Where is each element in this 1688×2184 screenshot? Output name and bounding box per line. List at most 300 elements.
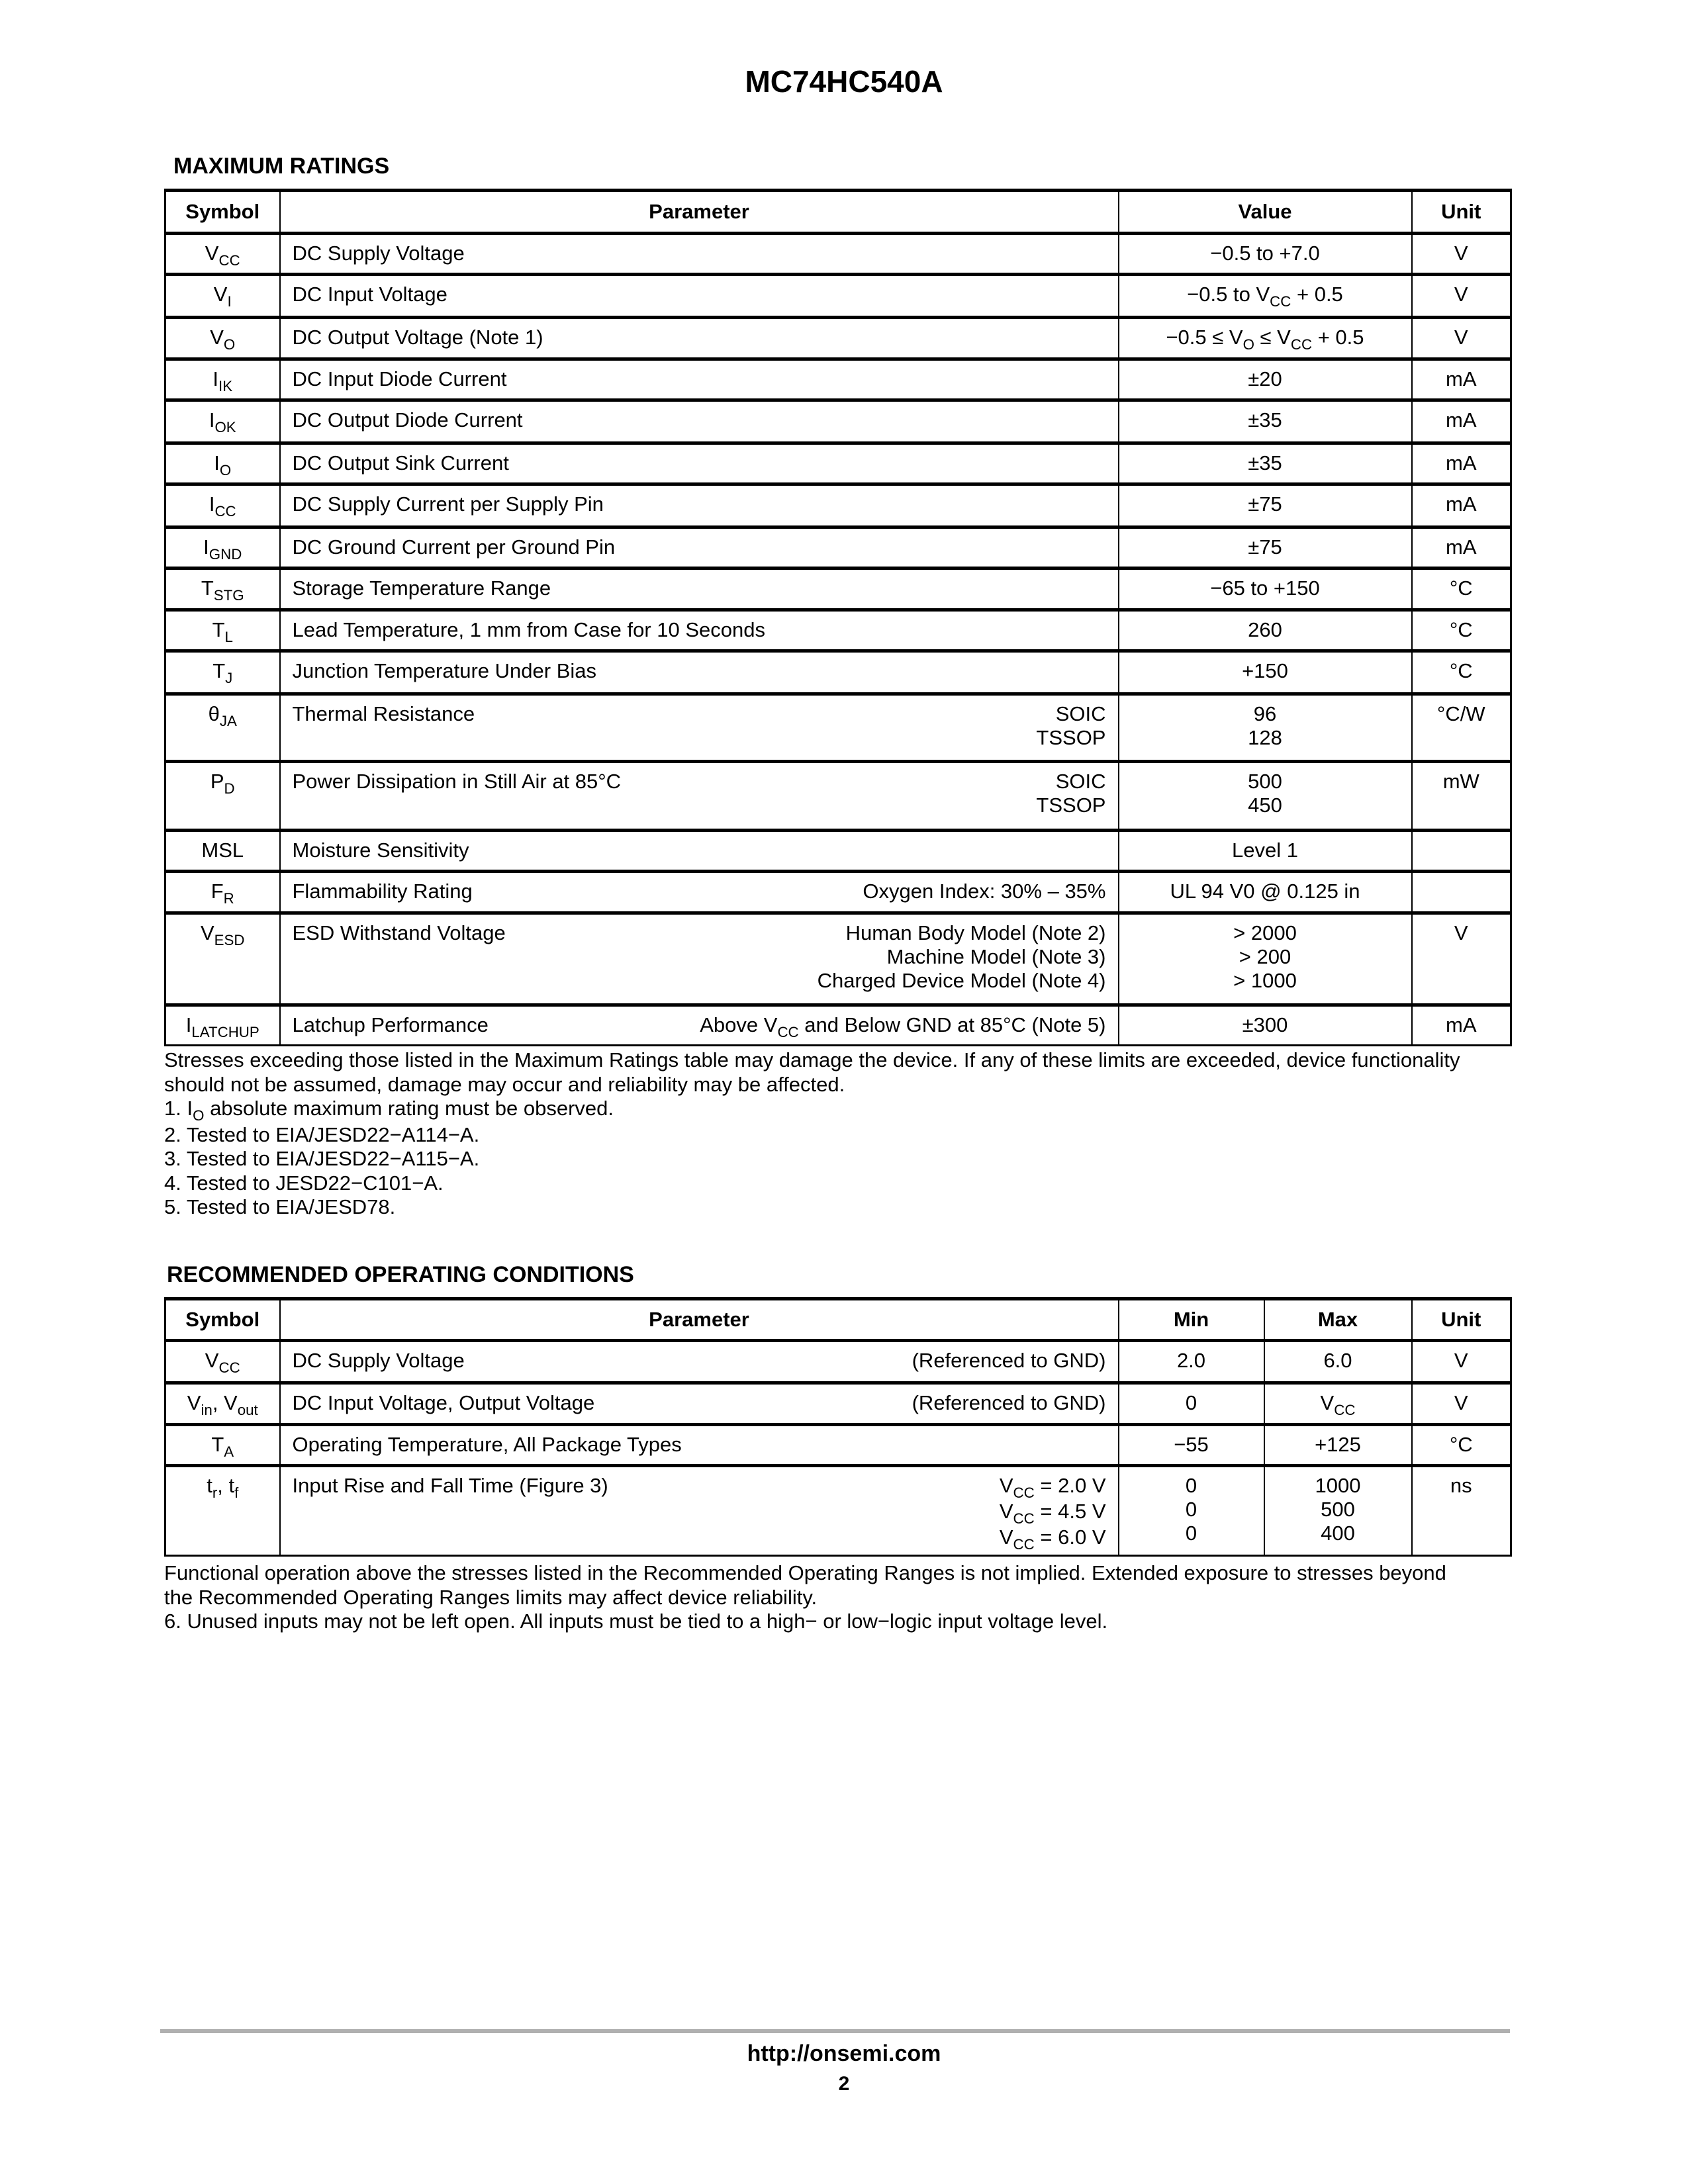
note-line <box>164 1048 1515 1073</box>
parameter-cell <box>280 1466 1119 1556</box>
cell-line: (Referenced to GND) <box>912 1349 1106 1372</box>
parameter-wrap <box>293 535 1106 559</box>
unit-cell: °C/W <box>1412 694 1511 762</box>
unit-cell: mW <box>1412 762 1511 831</box>
unit-cell: V <box>1412 318 1511 359</box>
text-run: V <box>999 1500 1013 1523</box>
text-run: and Below GND at 85°C (Note 5) <box>798 1013 1106 1036</box>
unit-cell: °C <box>1412 569 1511 610</box>
text-run: = 2.0 V <box>1034 1474 1106 1497</box>
symbol-cell <box>165 275 280 318</box>
cell-line: Charged Device Model (Note 4) <box>817 969 1106 992</box>
parameter-condition <box>1036 702 1105 750</box>
text-run: absolute maximum rating must be observed. <box>204 1097 614 1120</box>
subscript: IK <box>218 377 233 394</box>
parameter-cell <box>280 762 1119 831</box>
subscript: CC <box>1013 1484 1035 1501</box>
parameter-label: ESD Withstand Voltage <box>292 921 506 944</box>
text-run: V <box>1320 1391 1335 1414</box>
cell-line: +125 <box>1315 1433 1361 1456</box>
value-cell <box>1119 913 1412 1005</box>
cell-line: 500 <box>1248 770 1282 793</box>
cell-line: 260 <box>1248 618 1282 641</box>
parameter-label: Operating Temperature, All Package Types <box>292 1433 682 1456</box>
cell-line: ±300 <box>1242 1013 1288 1036</box>
table-row <box>165 400 1511 443</box>
parameter-label: Lead Temperature, 1 mm from Case for 10 Seconds <box>292 618 765 641</box>
document-title: MC74HC540A <box>745 64 943 99</box>
cell-line: ±35 <box>1248 408 1282 432</box>
subscript: D <box>224 780 235 797</box>
value-cell <box>1119 762 1412 831</box>
parameter-condition <box>912 1391 1106 1415</box>
parameter-wrap <box>293 839 1106 862</box>
cell-line <box>1131 326 1399 351</box>
note-line <box>164 1073 1515 1097</box>
unit-cell: mA <box>1412 443 1511 484</box>
symbol-cell <box>165 1466 280 1556</box>
cell-line: 0 <box>1185 1522 1197 1545</box>
value-cell <box>1119 400 1412 443</box>
max-cell <box>1264 1425 1412 1466</box>
parameter-label: DC Ground Current per Ground Pin <box>292 535 616 559</box>
min-cell <box>1119 1383 1264 1425</box>
parameter-label: Moisture Sensitivity <box>292 839 469 862</box>
cell-line: ±75 <box>1248 535 1282 559</box>
parameter-wrap <box>293 1474 1106 1551</box>
min-cell <box>1119 1466 1264 1556</box>
parameter-wrap <box>293 1349 1106 1373</box>
value-cell <box>1119 831 1412 872</box>
text-run: Above V <box>700 1013 778 1036</box>
parameter-wrap <box>293 1391 1106 1415</box>
text-run: the Recommended Operating Ranges limits may affect device reliability. <box>164 1585 818 1609</box>
cell-line: 6.0 <box>1323 1349 1352 1372</box>
parameter-wrap <box>293 1433 1106 1457</box>
cell-line: SOIC <box>1055 702 1106 725</box>
text-run: V <box>187 1391 201 1414</box>
text-run: V <box>205 1349 219 1372</box>
parameter-cell <box>280 831 1119 872</box>
parameter-cell <box>280 318 1119 359</box>
cell-line: UL 94 V0 @ 0.125 in <box>1170 880 1360 903</box>
text-run: MSL <box>201 839 244 862</box>
text-run: ≤ V <box>1254 326 1291 349</box>
table-row <box>165 610 1511 651</box>
parameter-condition <box>818 921 1106 993</box>
max-cell <box>1264 1341 1412 1383</box>
parameter-cell <box>280 872 1119 913</box>
parameter-label: DC Input Voltage <box>292 283 447 306</box>
parameter-cell <box>280 1383 1119 1425</box>
text-run: θ <box>208 702 220 725</box>
cell-line <box>1000 1500 1106 1525</box>
note-line <box>164 1586 1515 1610</box>
rec-conditions-heading: RECOMMENDED OPERATING CONDITIONS <box>167 1262 634 1287</box>
parameter-wrap <box>293 1013 1106 1039</box>
text-run: = 4.5 V <box>1034 1500 1106 1523</box>
parameter-cell <box>280 359 1119 400</box>
parameter-label: DC Supply Voltage <box>292 1349 465 1372</box>
parameter-cell <box>280 1425 1119 1466</box>
parameter-wrap <box>293 576 1106 600</box>
subscript: J <box>225 669 233 686</box>
parameter-label: DC Supply Current per Supply Pin <box>292 492 604 516</box>
unit-cell: V <box>1412 275 1511 318</box>
text-run: t <box>207 1474 212 1497</box>
text-run: V <box>205 242 219 265</box>
column-header-unit: Unit <box>1412 191 1511 234</box>
max-cell <box>1264 1466 1412 1556</box>
parameter-cell <box>280 275 1119 318</box>
value-cell <box>1119 318 1412 359</box>
table-row <box>165 913 1511 1005</box>
subscript: CC <box>218 1359 240 1376</box>
column-header-unit: Unit <box>1412 1299 1511 1341</box>
parameter-label: DC Output Sink Current <box>292 451 509 475</box>
symbol-cell <box>165 694 280 762</box>
cell-line: 0 <box>1185 1498 1197 1521</box>
subscript: out <box>237 1401 258 1418</box>
parameter-label: Junction Temperature Under Bias <box>292 659 597 682</box>
symbol-cell <box>165 1425 280 1466</box>
value-cell <box>1119 234 1412 275</box>
subscript: CC <box>1013 1535 1035 1553</box>
value-cell <box>1119 694 1412 762</box>
cell-line: > 2000 <box>1233 921 1297 944</box>
unit-cell: °C <box>1412 610 1511 651</box>
cell-line <box>700 1013 1105 1039</box>
cell-line: −65 to +150 <box>1210 576 1320 600</box>
table-row <box>165 651 1511 694</box>
subscript: STG <box>213 586 244 604</box>
text-run: + 0.5 <box>1312 326 1364 349</box>
parameter-wrap <box>293 451 1106 475</box>
subscript: f <box>234 1484 239 1501</box>
cell-line: 400 <box>1321 1522 1355 1545</box>
subscript: CC <box>1290 336 1313 353</box>
parameter-label: Storage Temperature Range <box>292 576 551 600</box>
text-run: −0.5 ≤ V <box>1166 326 1243 349</box>
cell-line: Oxygen Index: 30% – 35% <box>863 880 1106 903</box>
value-cell <box>1119 484 1412 527</box>
unit-cell: V <box>1412 234 1511 275</box>
subscript: R <box>223 889 234 907</box>
cell-line: 500 <box>1321 1498 1355 1521</box>
text-run: 2. Tested to EIA/JESD22−A114−A. <box>164 1122 480 1146</box>
symbol-cell <box>165 831 280 872</box>
text-run: V <box>213 283 228 306</box>
symbol-cell <box>165 443 280 484</box>
symbol-cell <box>165 484 280 527</box>
parameter-condition <box>700 1013 1105 1039</box>
column-header-min: Min <box>1119 1299 1264 1341</box>
unit-cell: mA <box>1412 400 1511 443</box>
parameter-wrap <box>293 921 1106 993</box>
symbol-cell <box>165 872 280 913</box>
text-run: 6. Unused inputs may not be left open. All inputs must be tied to a high− or low−logic input voltage level. <box>164 1610 1108 1633</box>
unit-cell: V <box>1412 1341 1511 1383</box>
subscript: LATCHUP <box>191 1023 259 1040</box>
symbol-cell <box>165 527 280 569</box>
subscript: CC <box>1013 1510 1035 1527</box>
column-header-value: Value <box>1119 191 1412 234</box>
symbol-cell <box>165 400 280 443</box>
table-row <box>165 1425 1511 1466</box>
unit-cell: mA <box>1412 484 1511 527</box>
symbol-cell <box>165 1005 280 1046</box>
unit-cell: ns <box>1412 1466 1511 1556</box>
cell-line <box>1131 283 1399 308</box>
parameter-wrap <box>293 702 1106 750</box>
footer-url-link[interactable]: http://onsemi.com <box>747 2041 941 2066</box>
text-run: I <box>209 408 215 432</box>
column-header-parameter: Parameter <box>280 191 1119 234</box>
subscript: O <box>219 461 232 478</box>
note-line <box>164 1123 1515 1148</box>
cell-line: TSSOP <box>1036 726 1106 749</box>
text-run: 4. Tested to JESD22−C101−A. <box>164 1171 444 1195</box>
table-row <box>165 569 1511 610</box>
parameter-label: DC Input Diode Current <box>292 367 507 390</box>
subscript: A <box>224 1443 234 1460</box>
note-line <box>164 1195 1515 1220</box>
unit-cell: mA <box>1412 527 1511 569</box>
text-run: V <box>999 1474 1013 1497</box>
parameter-label: DC Output Voltage (Note 1) <box>292 326 543 349</box>
parameter-wrap <box>293 242 1106 265</box>
min-cell <box>1119 1341 1264 1383</box>
subscript: CC <box>777 1023 799 1040</box>
cell-line: Machine Model (Note 3) <box>886 945 1106 968</box>
table-row <box>165 1383 1511 1425</box>
parameter-cell <box>280 913 1119 1005</box>
text-run: 5. Tested to EIA/JESD78. <box>164 1195 396 1218</box>
table-row <box>165 318 1511 359</box>
note-line <box>164 1097 1515 1123</box>
parameter-wrap <box>293 408 1106 432</box>
text-run: , V <box>212 1391 238 1414</box>
note-line <box>164 1171 1515 1196</box>
parameter-wrap <box>293 880 1106 903</box>
parameter-label: Power Dissipation in Still Air at 85°C <box>292 770 622 793</box>
cell-line: −0.5 to +7.0 <box>1210 242 1320 265</box>
table-row <box>165 694 1511 762</box>
table-row <box>165 1005 1511 1046</box>
value-cell <box>1119 1005 1412 1046</box>
text-run: T <box>212 659 226 682</box>
text-run: T <box>212 618 225 641</box>
note-line <box>164 1610 1515 1634</box>
column-header-max: Max <box>1264 1299 1412 1341</box>
text-run: F <box>211 880 224 903</box>
text-run: −0.5 to V <box>1187 283 1270 306</box>
text-run: T <box>211 1433 224 1456</box>
value-cell <box>1119 610 1412 651</box>
value-cell <box>1119 359 1412 400</box>
table-row <box>165 527 1511 569</box>
parameter-condition <box>912 1349 1106 1373</box>
parameter-label: Latchup Performance <box>292 1013 489 1036</box>
cell-line: TSSOP <box>1036 794 1106 817</box>
subscript: O <box>193 1107 205 1124</box>
parameter-wrap <box>293 326 1106 349</box>
subscript: in <box>201 1401 212 1418</box>
unit-cell: V <box>1412 1383 1511 1425</box>
subscript: CC <box>1334 1401 1356 1418</box>
max-ratings-table <box>164 189 1512 1046</box>
parameter-label: DC Supply Voltage <box>292 242 465 265</box>
parameter-label: DC Input Voltage, Output Voltage <box>292 1391 595 1414</box>
max-cell <box>1264 1383 1412 1425</box>
rec-conditions-notes <box>164 1561 1515 1634</box>
subscript: CC <box>214 502 236 520</box>
symbol-cell <box>165 610 280 651</box>
parameter-cell <box>280 443 1119 484</box>
cell-line: SOIC <box>1055 770 1106 793</box>
cell-line: −55 <box>1174 1433 1209 1456</box>
table-row <box>165 1466 1511 1556</box>
max-ratings-heading: MAXIMUM RATINGS <box>173 154 390 179</box>
parameter-label: Thermal Resistance <box>292 702 475 725</box>
cell-line: Human Body Model (Note 2) <box>845 921 1106 944</box>
footer-divider <box>160 2029 1510 2033</box>
symbol-cell <box>165 359 280 400</box>
subscript: CC <box>218 251 240 269</box>
subscript: I <box>227 293 232 310</box>
text-run: I <box>212 367 219 390</box>
table-row <box>165 275 1511 318</box>
parameter-cell <box>280 651 1119 694</box>
parameter-condition <box>1000 1474 1106 1551</box>
subscript: CC <box>1270 293 1291 310</box>
parameter-wrap <box>293 659 1106 683</box>
text-run: = 6.0 V <box>1034 1525 1106 1549</box>
parameter-cell <box>280 400 1119 443</box>
unit-cell <box>1412 872 1511 913</box>
text-run: V <box>999 1525 1013 1549</box>
parameter-wrap <box>293 367 1106 391</box>
parameter-label: DC Output Diode Current <box>292 408 523 432</box>
unit-cell <box>1412 831 1511 872</box>
text-run: V <box>210 326 224 349</box>
text-run: should not be assumed, damage may occur and reliability may be affected. <box>164 1072 845 1096</box>
parameter-condition <box>1036 770 1105 817</box>
symbol-cell <box>165 569 280 610</box>
cell-line: ±35 <box>1248 451 1282 475</box>
table-header-row <box>165 1299 1511 1341</box>
table-row <box>165 1341 1511 1383</box>
parameter-wrap <box>293 492 1106 516</box>
cell-line: 0 <box>1185 1391 1197 1414</box>
text-run: 1. I <box>164 1097 193 1120</box>
cell-line: 1000 <box>1315 1474 1361 1497</box>
column-header-symbol: Symbol <box>165 191 280 234</box>
value-cell <box>1119 569 1412 610</box>
table-row <box>165 872 1511 913</box>
unit-cell: mA <box>1412 359 1511 400</box>
subscript: JA <box>219 712 237 729</box>
note-line <box>164 1147 1515 1171</box>
cell-line: 2.0 <box>1176 1349 1206 1372</box>
cell-line: ±75 <box>1248 492 1282 516</box>
text-run: V <box>200 921 214 944</box>
symbol-cell <box>165 1383 280 1425</box>
unit-cell: °C <box>1412 651 1511 694</box>
text-run: Functional operation above the stresses listed in the Recommended Operating Ranges is not implied. Extended exposure to stresses beyond <box>164 1561 1446 1584</box>
text-run: P <box>210 770 224 793</box>
text-run: I <box>185 1013 192 1036</box>
column-header-parameter: Parameter <box>280 1299 1119 1341</box>
value-cell <box>1119 275 1412 318</box>
parameter-wrap <box>293 618 1106 642</box>
cell-line <box>1277 1391 1399 1417</box>
parameter-cell <box>280 1005 1119 1046</box>
text-run: Stresses exceeding those listed in the Maximum Ratings table may damage the device. If any of these limits are exceeded, device functionality <box>164 1048 1460 1071</box>
subscript: OK <box>214 418 236 435</box>
note-line <box>164 1561 1515 1586</box>
parameter-label: Flammability Rating <box>292 880 473 903</box>
parameter-cell <box>280 694 1119 762</box>
symbol-cell <box>165 318 280 359</box>
text-run: + 0.5 <box>1291 283 1343 306</box>
value-cell <box>1119 527 1412 569</box>
cell-line <box>1000 1474 1106 1500</box>
parameter-cell <box>280 484 1119 527</box>
table-row <box>165 359 1511 400</box>
cell-line: 450 <box>1248 794 1282 817</box>
cell-line: Level 1 <box>1232 839 1298 862</box>
text-run: I <box>209 492 215 516</box>
symbol-cell <box>165 234 280 275</box>
symbol-cell <box>165 762 280 831</box>
page-number: 2 <box>838 2073 850 2095</box>
parameter-condition <box>863 880 1105 903</box>
value-cell <box>1119 872 1412 913</box>
text-run: I <box>214 451 220 475</box>
text-run: I <box>203 535 209 559</box>
cell-line <box>1000 1525 1106 1551</box>
max-ratings-notes <box>164 1048 1515 1220</box>
cell-line: > 200 <box>1239 945 1291 968</box>
unit-cell: V <box>1412 913 1511 1005</box>
min-cell <box>1119 1425 1264 1466</box>
value-cell <box>1119 443 1412 484</box>
symbol-cell <box>165 1341 280 1383</box>
unit-cell: °C <box>1412 1425 1511 1466</box>
cell-line: +150 <box>1242 659 1288 682</box>
column-header-symbol: Symbol <box>165 1299 280 1341</box>
subscript: O <box>223 336 236 353</box>
symbol-cell <box>165 913 280 1005</box>
cell-line: > 1000 <box>1233 969 1297 992</box>
parameter-cell <box>280 527 1119 569</box>
text-run: 3. Tested to EIA/JESD22−A115−A. <box>164 1147 480 1170</box>
rec-conditions-table <box>164 1297 1512 1557</box>
table-row <box>165 484 1511 527</box>
cell-line: 128 <box>1248 726 1282 749</box>
table-row <box>165 831 1511 872</box>
table-row <box>165 443 1511 484</box>
cell-line: ±20 <box>1248 367 1282 390</box>
subscript: O <box>1243 336 1254 353</box>
cell-line: 96 <box>1253 702 1277 725</box>
parameter-cell <box>280 569 1119 610</box>
value-cell <box>1119 651 1412 694</box>
subscript: L <box>224 628 233 645</box>
cell-line: (Referenced to GND) <box>912 1391 1106 1414</box>
parameter-cell <box>280 1341 1119 1383</box>
